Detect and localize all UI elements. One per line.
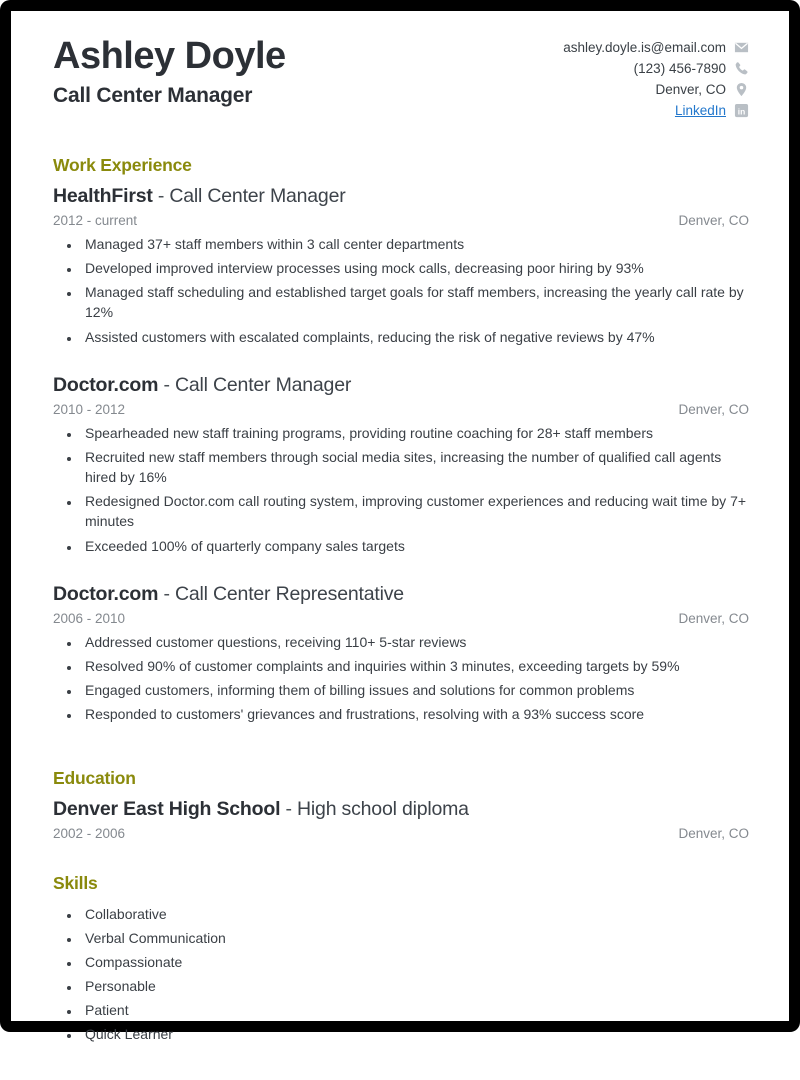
job-bullet: • Recruited new staff members through social media sites, increasing the number of qualified call agents hired by 16% xyxy=(81,447,749,487)
job-dates: 2010 - 2012 xyxy=(53,401,126,417)
job-meta xyxy=(53,402,749,417)
phone-icon xyxy=(734,61,749,76)
education-location: Denver, CO xyxy=(678,826,749,842)
job-bullet: • Managed staff scheduling and established target goals for staff members, increasing the yearly call rate by 12% xyxy=(81,282,749,322)
school-name: Denver East High School xyxy=(53,798,281,821)
job-heading xyxy=(53,185,749,208)
role-title: Call Center Manager xyxy=(169,185,346,207)
job-bullet: • Addressed customer questions, receiving 110+ 5-star reviews xyxy=(81,632,749,652)
header-identity xyxy=(53,37,286,108)
heading-separator: - xyxy=(285,798,292,821)
section-skills xyxy=(53,873,749,1042)
person-title: Call Center Manager xyxy=(53,83,253,107)
resume-header xyxy=(53,37,749,124)
job-bullet: • Exceeded 100% of quarterly company sales targets xyxy=(81,536,749,556)
section-heading-skills: Skills xyxy=(53,873,98,894)
contact-location-text: Denver, CO xyxy=(655,82,726,97)
skill-item: • Patient xyxy=(81,1002,749,1018)
contact-phone xyxy=(563,61,749,76)
company-name: HealthFirst xyxy=(53,185,153,207)
job-dates: 2006 - 2010 xyxy=(53,610,126,626)
job-entry xyxy=(53,583,749,725)
contact-email xyxy=(563,40,749,55)
job-bullet: • Managed 37+ staff members within 3 call center departments xyxy=(81,234,749,254)
job-heading xyxy=(53,374,749,397)
job-bullet: • Spearheaded new staff training programs, providing routine coaching for 28+ staff members xyxy=(81,423,749,443)
linkedin-icon xyxy=(734,103,749,118)
skill-item: • Quick Learner xyxy=(81,1026,749,1042)
job-bullet: • Engaged customers, informing them of billing issues and solutions for common problems xyxy=(81,680,749,700)
company-name: Doctor.com xyxy=(53,373,159,396)
job-meta xyxy=(53,611,749,626)
skill-item: • Verbal Communication xyxy=(81,930,749,946)
job-heading xyxy=(53,583,749,606)
job-bullet: • Assisted customers with escalated complaints, reducing the risk of negative reviews by 47% xyxy=(81,327,749,347)
job-bullet: • Developed improved interview processes using mock calls, decreasing poor hiring by 93% xyxy=(81,258,749,278)
education-dates: 2002 - 2006 xyxy=(53,826,126,842)
job-entry xyxy=(53,185,749,347)
linkedin-link[interactable]: LinkedIn xyxy=(674,103,726,118)
contact-info xyxy=(563,40,749,124)
role-title: Call Center Manager xyxy=(175,373,352,396)
section-heading-education: Education xyxy=(53,768,136,789)
contact-location xyxy=(563,82,749,97)
contact-email-text: ashley.doyle.is@email.com xyxy=(563,40,726,55)
contact-linkedin xyxy=(563,103,749,118)
section-heading-work-experience: Work Experience xyxy=(53,155,192,175)
heading-separator: - xyxy=(163,373,170,396)
skill-item: • Compassionate xyxy=(81,954,749,970)
job-bullet: • Responded to customers' grievances and frustrations, resolving with a 93% success score xyxy=(81,704,749,724)
education-heading xyxy=(53,798,749,821)
skills-list xyxy=(53,906,749,1042)
role-title: Call Center Representative xyxy=(175,582,404,605)
job-bullet: • Resolved 90% of customer complaints and inquiries within 3 minutes, exceeding targets by 59% xyxy=(81,656,749,676)
svg-text:in: in xyxy=(737,106,746,117)
job-bullets xyxy=(53,632,749,725)
job-bullets xyxy=(53,423,749,556)
education-meta xyxy=(53,826,749,841)
envelope-icon xyxy=(734,40,749,55)
job-location: Denver, CO xyxy=(678,401,749,417)
job-dates: 2012 - current xyxy=(53,213,138,228)
job-entry xyxy=(53,374,749,556)
skill-item: • Collaborative xyxy=(81,906,749,922)
job-bullet: • Redesigned Doctor.com call routing system, improving customer experiences and reducing wait time by 7+ minutes xyxy=(81,491,749,531)
heading-separator: - xyxy=(163,582,170,605)
degree-title: High school diploma xyxy=(297,798,469,821)
job-location: Denver, CO xyxy=(678,213,749,228)
skill-item: • Personable xyxy=(81,978,749,994)
company-name: Doctor.com xyxy=(53,582,159,605)
contact-phone-text: (123) 456-7890 xyxy=(633,61,726,76)
person-name: Ashley Doyle xyxy=(53,35,286,77)
section-work-experience xyxy=(53,155,749,724)
section-education xyxy=(53,768,749,841)
heading-separator: - xyxy=(157,185,165,207)
job-meta xyxy=(53,213,749,228)
job-bullets xyxy=(53,234,749,347)
job-location: Denver, CO xyxy=(678,610,749,626)
location-pin-icon xyxy=(734,82,749,97)
